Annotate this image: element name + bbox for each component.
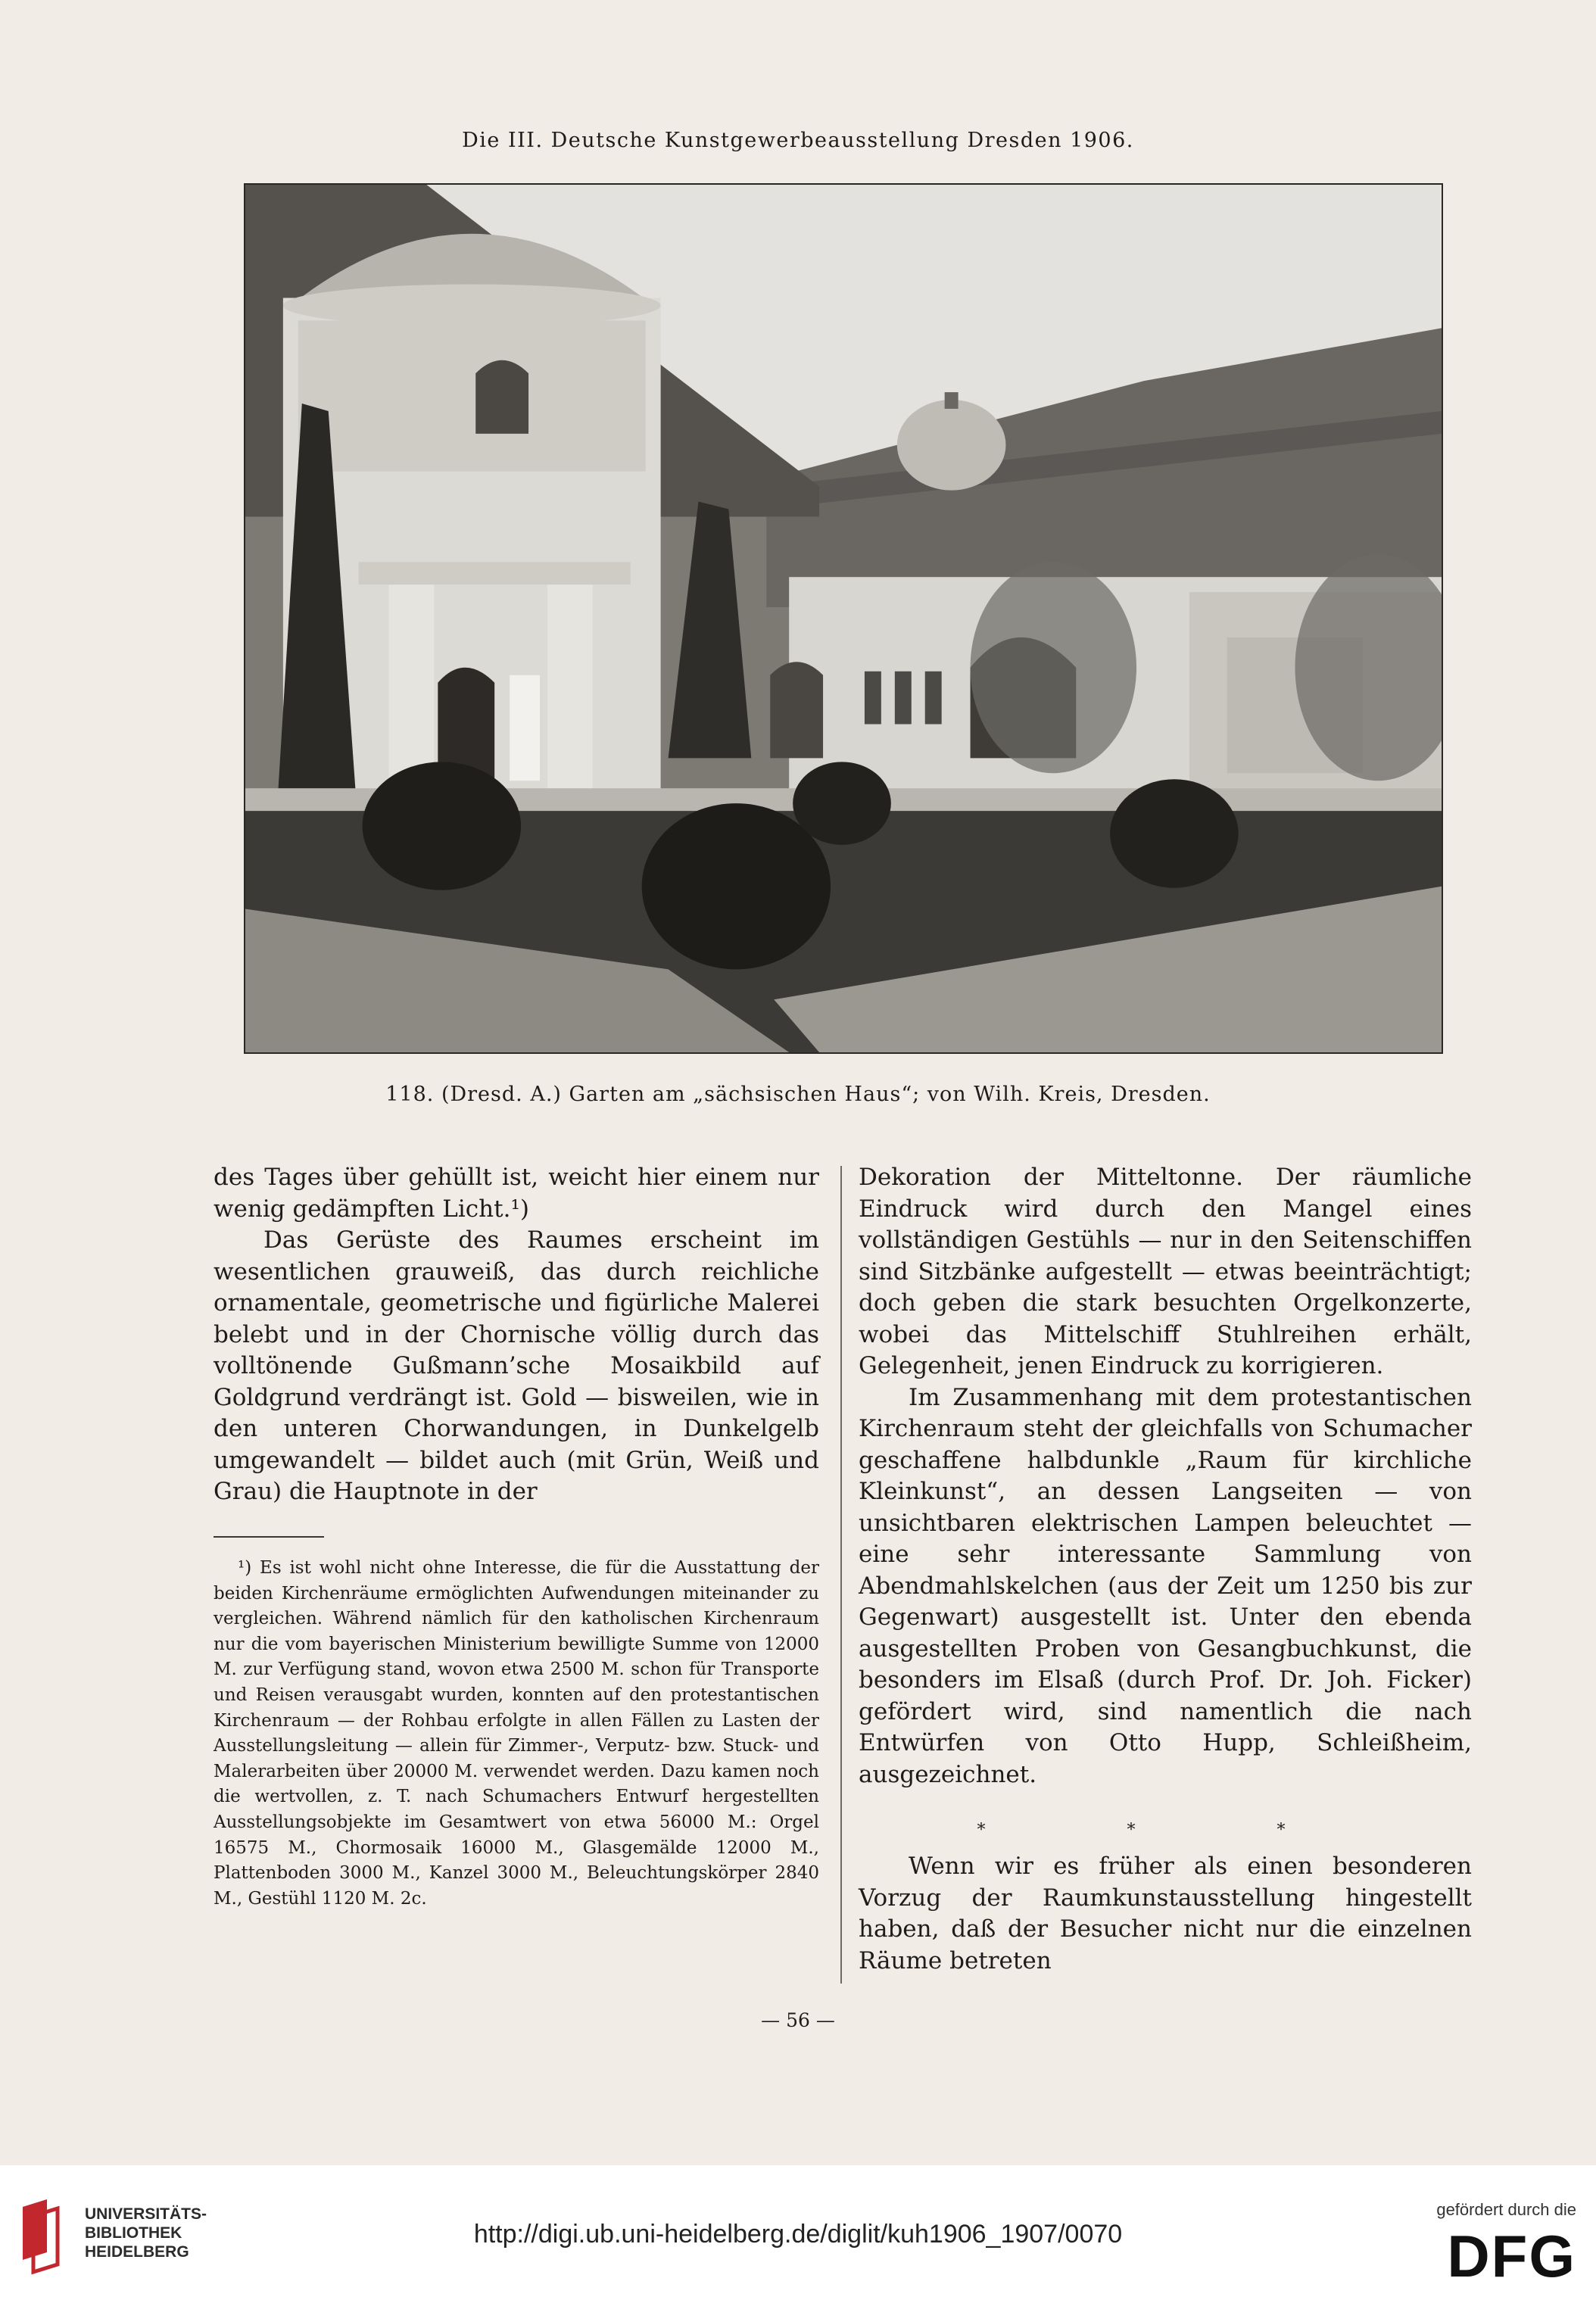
garden-photograph-drawing xyxy=(245,185,1442,1052)
dfg-logo[interactable]: DFG xyxy=(1447,2223,1576,2289)
section-break: * * * xyxy=(977,1821,1354,1840)
figure-caption: 118. (Dresd. A.) Garten am „sächsischen Haus“; von Wilh. Kreis, Dresden. xyxy=(385,1083,1211,1106)
right-paragraph-3: Wenn wir es früher als einen besonderen Vorzug der Raumkunstausstellung hingestellt haben, daß der Besucher nicht nur die einzelnen Räume betreten xyxy=(859,1853,1472,1974)
library-line-3: HEIDELBERG xyxy=(85,2243,189,2261)
left-column xyxy=(214,1162,819,1508)
right-column xyxy=(859,1162,1472,1977)
page-number: — 56 — xyxy=(761,2009,835,2031)
garden-photograph xyxy=(244,183,1443,1054)
footnote-text: ¹) Es ist wohl nicht ohne Interesse, die für die Ausstattung der beiden Kirchenräume ermöglichten Aufwendungen miteinander zu vergleichen. Während nämlich für den katholischen Kirchenraum nur die vom bayerischen Ministerium bewilligte Summe von 12000 M. zur Verfügung stand, wovon etwa 2500 M. schon für Transporte und Reisen verausgabt wurden, konnten auf den protestantischen Kirchenraum — der Rohbau erfolgte in allen Fällen zu Lasten der Ausstellungsleitung — allein für Zimmer-, Verputz- bzw. Stuck- und Malerarbeiten über 20000 M. verwendet werden. Dazu kamen noch die wertvollen, z. T. nach Schumachers Entwurf hergestellten Ausstellungsobjekte im Gesamtwert von etwa 56000 M.: Orgel 16575 M., Chormosaik 16000 M., Glasgemälde 12000 M., Plattenboden 3000 M., Kanzel 3000 M., Beleuchtungskörper 2840 M., Gestühl 1120 M. 2c. xyxy=(214,1558,819,1909)
column-divider xyxy=(840,1166,842,1984)
library-line-2: BIBLIOTHEK xyxy=(85,2224,182,2242)
library-line-1: UNIVERSITÄTS- xyxy=(85,2205,207,2223)
footnote-rule xyxy=(214,1536,324,1538)
footnote xyxy=(214,1556,819,1912)
funding-label: gefördert durch die xyxy=(1436,2200,1576,2219)
right-paragraph-1: Dekoration der Mitteltonne. Der räumliche Eindruck wird durch den Mangel eines vollständigen Gestühls — nur in den Seitenschiffen sind Sitzbänke aufgestellt — etwas beeinträchtigt; doch geben die stark besuchten Orgelkonzerte, wobei das Mittelschiff Stuhlreihen erhält, Gelegenheit, jenen Eindruck zu korrigieren. xyxy=(859,1164,1472,1379)
permalink-url[interactable]: http://digi.ub.uni-heidelberg.de/diglit/kuh1906_1907/0070 xyxy=(473,2220,1123,2249)
running-head: Die III. Deutsche Kunstgewerbeausstellung Dresden 1906. xyxy=(462,129,1134,152)
right-paragraph-2: Im Zusammenhang mit dem protestantischen Kirchenraum steht der gleichfalls von Schumacher geschaffene halbdunkle „Raum für kirchliche Kleinkunst“, an dessen Langseiten — von unsichtbaren elektrischen Lampen beleuchtet — eine sehr interessante Sammlung von Abendmahlskelchen (aus der Zeit um 1250 bis zur Gegenwart) ausgestellt ist. Unter den ebenda ausgestellten Proben von Gesangbuchkunst, die besonders im Elsaß (durch Prof. Dr. Joh. Ficker) gefördert wird, sind namentlich die nach Entwürfen von Otto Hupp, Schleißheim, ausgezeichnet. xyxy=(859,1383,1472,1788)
left-paragraph-2: Das Gerüste des Raumes erscheint im wesentlichen grauweiß, das durch reichliche ornamentale, geometrische und figürliche Malerei belebt und in der Chornische völlig durch das volltönende Gußmann’sche Mosaikbild auf Goldgrund verdrängt ist. Gold — bisweilen, wie in den unteren Chorwandungen, in Dunkelgelb umgewandelt — bildet auch (mit Grün, Weiß und Grau) die Hauptnote in der xyxy=(214,1226,819,1505)
left-paragraph-1: des Tages über gehüllt ist, weicht hier einem nur wenig gedämpften Licht.¹) xyxy=(214,1164,819,1223)
